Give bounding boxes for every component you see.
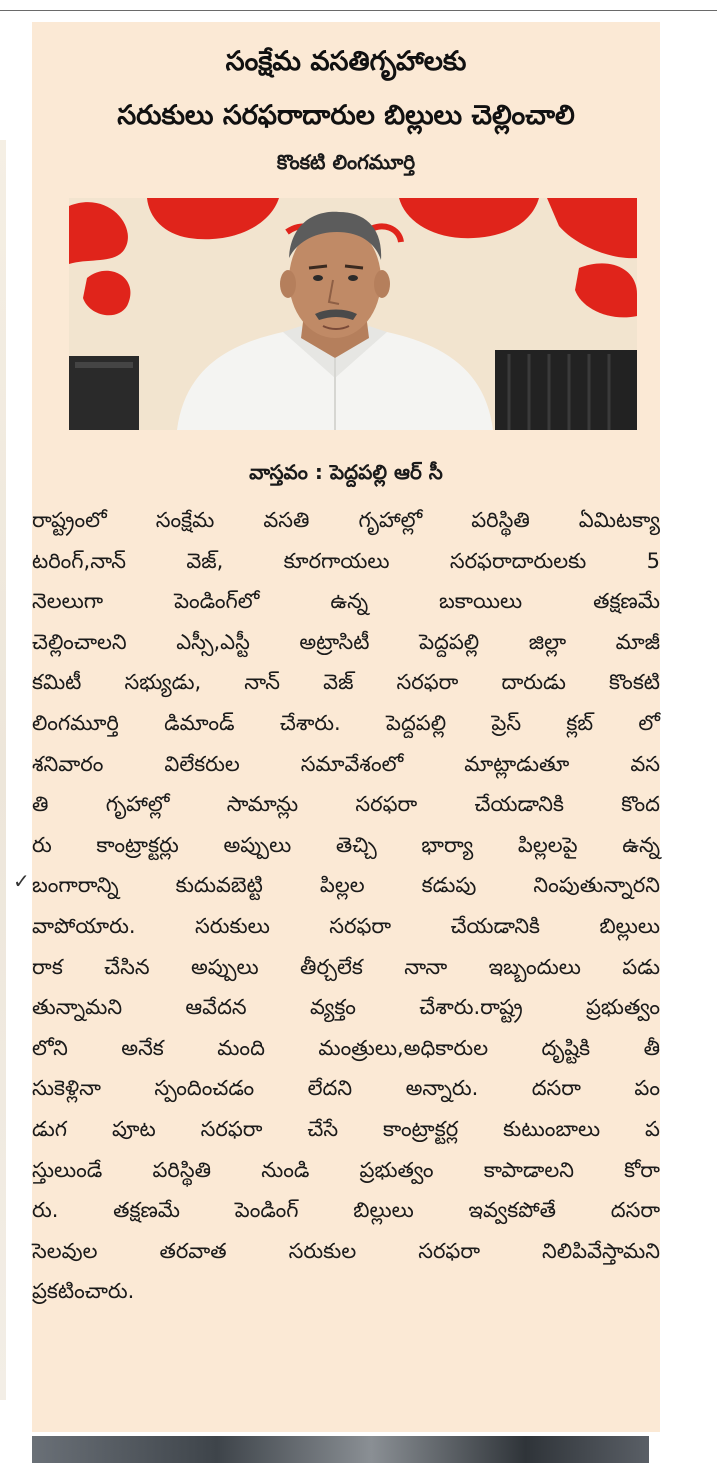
body-line: వాపోయారు. సరుకులు సరఫరా చేయడానికి బిల్లులు	[32, 913, 660, 938]
portrait-photo	[69, 198, 637, 430]
headline-line-2: సరుకులు సరఫరాదారుల బిల్లులు చెల్లించాలి	[117, 100, 575, 131]
body-line: శనివారం విలేకరుల సమావేశంలో మాట్లాడుతూ వస	[32, 751, 660, 776]
body-line: తున్నామని ఆవేదన వ్యక్తం చేశారు.రాష్ట్ర ప్రభుత్వం	[32, 995, 660, 1020]
body-line: తి గృహాల్లో సామాన్లు సరఫరా చేయడానికి కొంద	[32, 792, 660, 817]
portrait-illustration	[69, 198, 637, 430]
article-body	[32, 500, 660, 1312]
body-line: కమిటీ సభ్యుడు, నాన్ వెజ్ సరఫరా దారుడు కొంకటి	[32, 670, 660, 695]
body-line: టరింగ్,నాన్ వెజ్, కూరగాయలు సరఫరాదారులకు 5	[32, 548, 660, 573]
body-line: బంగారాన్ని కుదువబెట్టి పిల్లల కడుపు నింపుతున్నారని	[32, 873, 660, 898]
body-line: సెలవుల తరవాత సరుకుల సరఫరా నిలిపివేస్తామని	[32, 1238, 660, 1263]
body-line: రు. తక్షణమే పెండింగ్ బిల్లులు ఇవ్వకపోతే దసరా	[32, 1198, 660, 1223]
headline-line-1: సంక్షేమ వసతిగృహాలకు	[225, 46, 467, 77]
byline: కొంకటి లింగమూర్తి	[276, 150, 416, 174]
body-line: సుకెళ్లినా స్పందించడం లేదని అన్నారు. దసరా పం	[32, 1076, 660, 1101]
adjacent-column-edge	[0, 140, 6, 1400]
top-rule	[0, 10, 717, 11]
body-line: చెల్లించాలని ఎస్సీ,ఎస్టీ అట్రాసిటీ పెద్దపల్లి జిల్లా మాజీ	[32, 629, 660, 654]
body-line: రు కాంట్రాక్టర్లు అప్పులు తెచ్చి భార్యా పిల్లలపై ఉన్న	[32, 832, 660, 857]
next-article-photo-edge	[32, 1436, 649, 1463]
body-line: రాక చేసిన అప్పులు తీర్చలేక నానా ఇబ్బందులు పడు	[32, 954, 660, 979]
body-line: నెలలుగా పెండింగ్‌లో ఉన్న బకాయిలు తక్షణమే	[32, 589, 660, 614]
news-article	[32, 22, 660, 1432]
body-line: స్తులుండే పరిస్థితి నుండి ప్రభుత్వం కాపాడాలని కోరా	[32, 1157, 660, 1182]
body-line: లింగమూర్తి డిమాండ్ చేశారు. పెద్దపల్లి ప్రెస్ క్లబ్ లో	[32, 710, 660, 735]
body-line: డుగ పూట సరఫరా చేసే కాంట్రాక్టర్ల కుటుంబాలు ప	[32, 1116, 660, 1141]
body-line: ప్రకటించారు.	[32, 1279, 135, 1304]
checkmark-icon: ✓	[13, 869, 30, 893]
body-line: లోని అనేక మంది మంత్రులు,అధికారుల దృష్టికి తీ	[32, 1035, 660, 1060]
body-line: రాష్ట్రంలో సంక్షేమ వసతి గృహాల్లో పరిస్థితి ఏమిటక్యా	[32, 508, 660, 532]
dateline: వాస్తవం : పెద్దపల్లి ఆర్ సీ	[249, 460, 443, 484]
